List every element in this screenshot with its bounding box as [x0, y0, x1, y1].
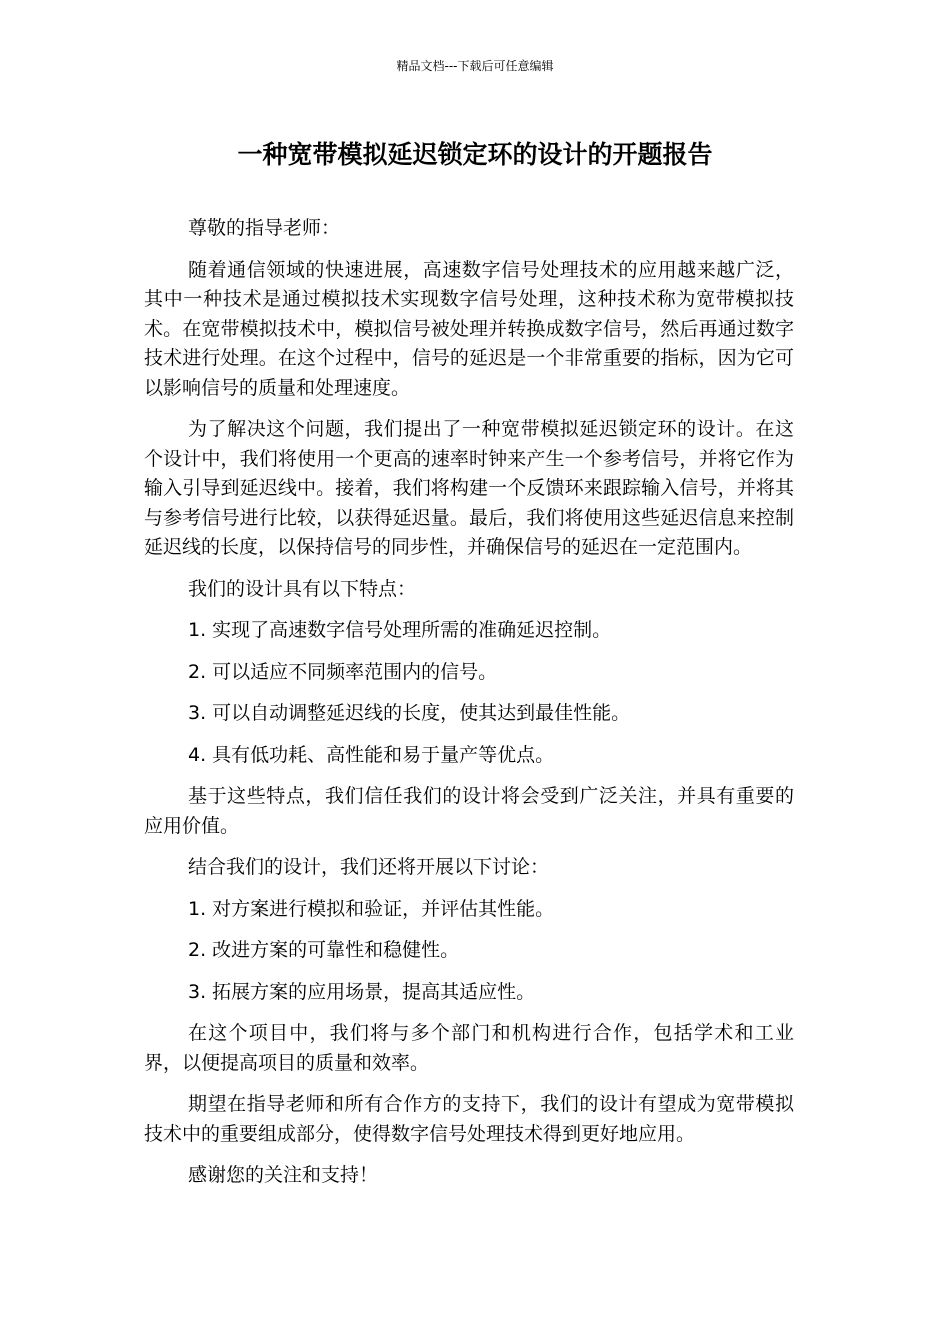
features-list [144, 616, 794, 770]
features-intro: 我们的设计具有以下特点： [188, 577, 417, 600]
paragraph-proposal: 为了解决这个问题，我们提出了一种宽带模拟延迟锁定环的设计。在这个设计中，我们将使用一个更高的速率时钟来产生一个参考信号，并将它作为输入引导到延迟线中。接着，我们将构建一个反馈环来跟踪输入信号，并将其与参考信号进行比较，以获得延迟量。最后，我们将使用这些延迟信息来控制延迟线的长度，以保持信号的同步性，并确保信号的延迟在一定范围内。 [144, 418, 794, 558]
feature-item: 1. 实现了高速数字信号处理所需的准确延迟控制。 [188, 619, 612, 641]
discussion-intro: 结合我们的设计，我们还将开展以下讨论： [188, 856, 550, 878]
feature-item: 4. 具有低功耗、高性能和易于量产等优点。 [188, 743, 555, 766]
document-title: 一种宽带模拟延迟锁定环的设计的开题报告 [237, 140, 713, 169]
salutation: 尊敬的指导老师： [188, 217, 341, 239]
feature-item: 3. 可以自动调整延迟线的长度，使其达到最佳性能。 [188, 702, 631, 724]
paragraph-expectation: 期望在指导老师和所有合作方的支持下，我们的设计有望成为宽带模拟技术中的重要组成部分，使得数字信号处理技术得到更好地应用。 [144, 1093, 794, 1145]
discussion-list [144, 895, 794, 1008]
discussion-item: 2. 改进方案的可靠性和稳健性。 [188, 939, 460, 961]
document-body [144, 214, 794, 1203]
paragraph-intro: 随着通信领域的快速进展，高速数字信号处理技术的应用越来越广泛，其中一种技术是通过模拟技术实现数字信号处理，这种技术称为宽带模拟技术。在宽带模拟技术中，模拟信号被处理并转换成数字信号，然后再通过数字技术进行处理。在这个过程中，信号的延迟是一个非常重要的指标，因为它可以影响信号的质量和处理速度。 [144, 258, 794, 399]
paragraph-value: 基于这些特点，我们信任我们的设计将会受到广泛关注，并具有重要的应用价值。 [144, 785, 794, 837]
paragraph-cooperation: 在这个项目中，我们将与多个部门和机构进行合作，包括学术和工业界，以便提高项目的质量和效率。 [144, 1022, 794, 1074]
closing: 感谢您的关注和支持！ [188, 1164, 379, 1186]
feature-item: 2. 可以适应不同频率范围内的信号。 [188, 660, 498, 683]
page-header: 精品文档---下载后可任意编辑 [396, 59, 554, 73]
discussion-item: 3. 拓展方案的应用场景，提高其适应性。 [188, 980, 536, 1003]
discussion-item: 1. 对方案进行模拟和验证，并评估其性能。 [188, 897, 555, 920]
